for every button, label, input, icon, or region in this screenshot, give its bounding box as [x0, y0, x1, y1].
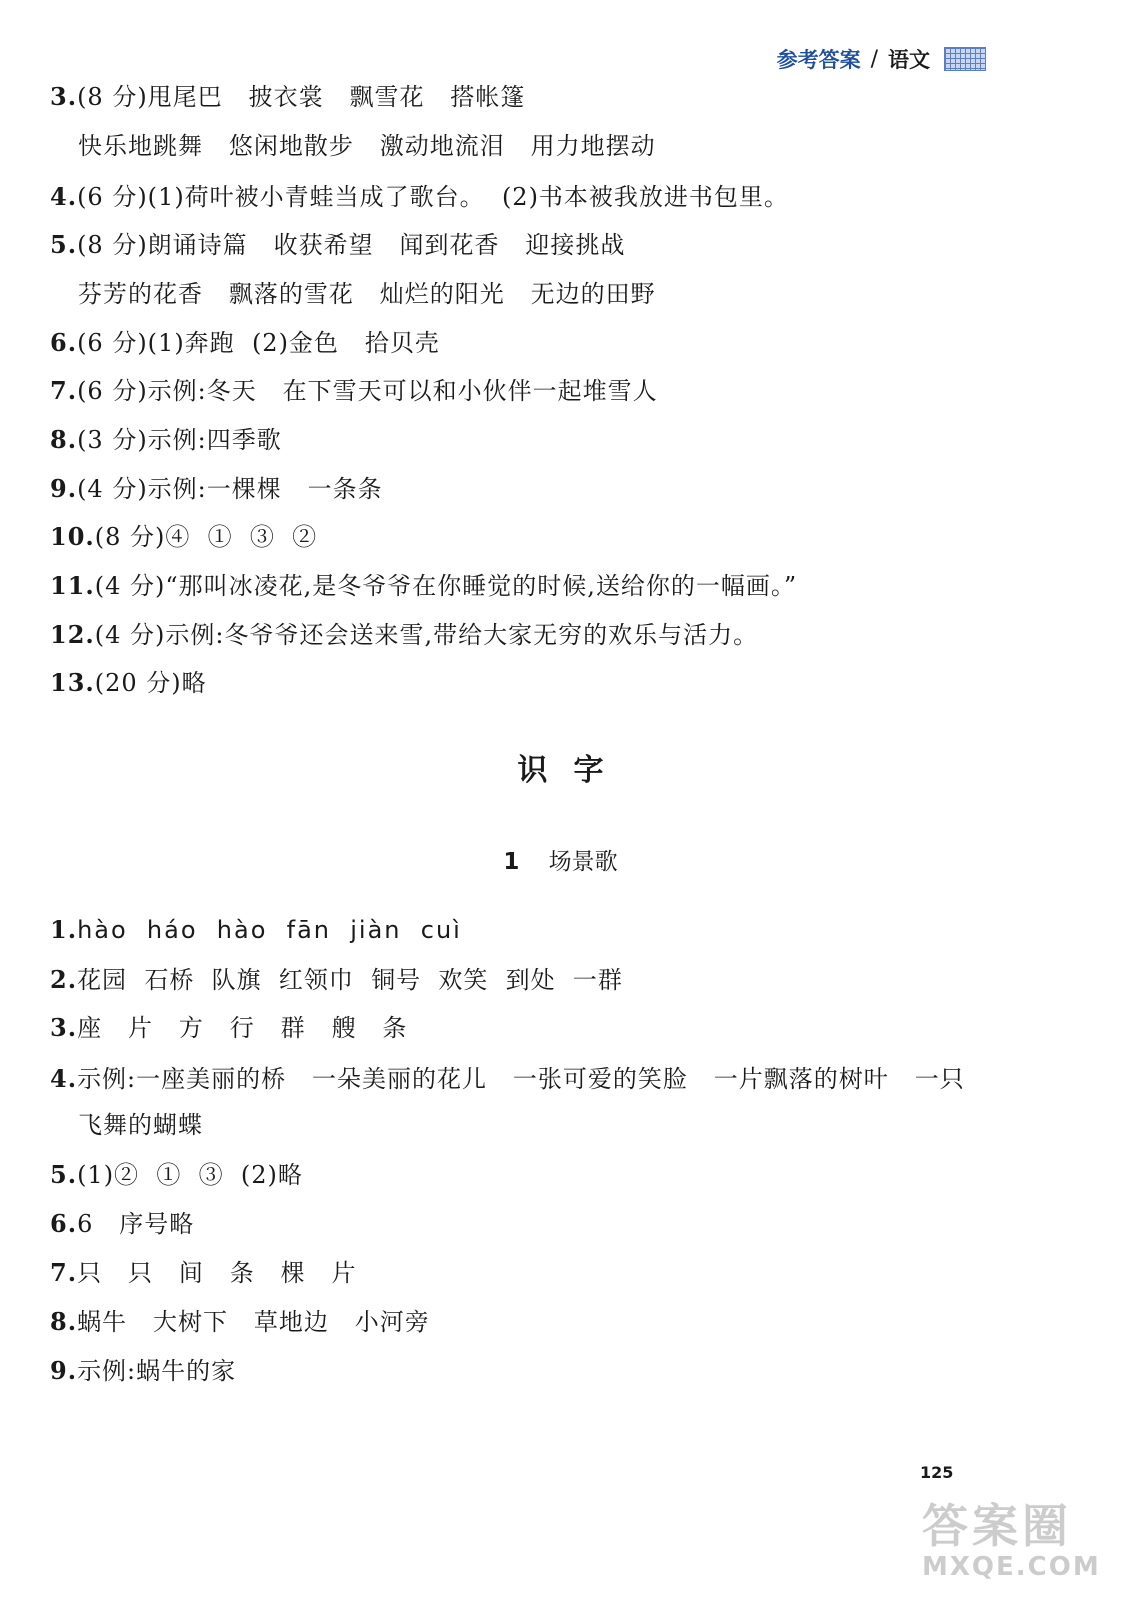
answer-line-continued: 芬芳的花香 飘落的雪花 灿烂的阳光 无边的田野 — [78, 280, 656, 308]
answer-line: 1.hào háo hào fān jiàn cuì — [50, 915, 462, 944]
answer-line: 3.(8 分)甩尾巴 披衣裳 飘雪花 搭帐篷 — [50, 82, 526, 111]
answer-line: 12.(4 分)示例:冬爷爷还会送来雪,带给大家无穷的欢乐与活力。 — [50, 620, 759, 649]
answer-line: 5.(8 分)朗诵诗篇 收获希望 闻到花香 迎接挑战 — [50, 230, 626, 259]
answer-line: 10.(8 分)④ ① ③ ② — [50, 522, 318, 551]
answer-line: 9.(4 分)示例:一棵棵 一条条 — [50, 474, 383, 503]
header-slash: / — [870, 46, 878, 72]
answer-line: 5.(1)② ① ③ (2)略 — [50, 1160, 303, 1189]
answer-line: 8.(3 分)示例:四季歌 — [50, 425, 282, 454]
lesson-number: 1 — [503, 849, 520, 875]
answer-line: 2.花园 石桥 队旗 红领巾 铜号 欢笑 到处 一群 — [50, 965, 623, 994]
answer-line: 6.(6 分)(1)奔跑 (2)金色 拾贝壳 — [50, 328, 440, 357]
lesson-title — [0, 843, 1121, 876]
page-number: 125 — [920, 1463, 954, 1482]
lesson-name: 场景歌 — [548, 849, 618, 875]
answer-line: 4.示例:一座美丽的桥 一朵美丽的花儿 一张可爱的笑脸 一片飘落的树叶 一只 — [50, 1064, 965, 1093]
answer-line-continued: 飞舞的蝴蝶 — [78, 1111, 203, 1139]
answer-line-continued: 快乐地跳舞 悠闲地散步 激动地流泪 用力地摆动 — [78, 132, 656, 160]
answer-line: 4.(6 分)(1)荷叶被小青蛙当成了歌台。 (2)书本被我放进书包里。 — [50, 182, 789, 211]
answer-line: 7.(6 分)示例:冬天 在下雪天可以和小伙伴一起堆雪人 — [50, 376, 658, 405]
watermark-logo-text: 答案圈 — [922, 1499, 1072, 1553]
section-title: 识字 — [517, 753, 630, 788]
answer-line: 7.只 只 间 条 棵 片 — [50, 1258, 357, 1287]
header-answers-label: 参考答案 — [776, 48, 861, 72]
grid-logo-icon — [944, 47, 986, 71]
watermark-url: MXQE.COM — [922, 1552, 1101, 1582]
answer-line: 6.6 序号略 — [50, 1209, 195, 1238]
answer-line: 8.蜗牛 大树下 草地边 小河旁 — [50, 1307, 430, 1336]
page-header — [777, 44, 986, 74]
answer-line: 11.(4 分)“那叫冰凌花,是冬爷爷在你睡觉的时候,送给你的一幅画。” — [50, 571, 798, 600]
answer-line: 3.座 片 方 行 群 艘 条 — [50, 1013, 408, 1042]
answer-line: 13.(20 分)略 — [50, 668, 207, 697]
header-subject: 语文 — [888, 48, 930, 72]
answer-line: 9.示例:蜗牛的家 — [50, 1356, 237, 1385]
site-watermark — [922, 1500, 1112, 1595]
